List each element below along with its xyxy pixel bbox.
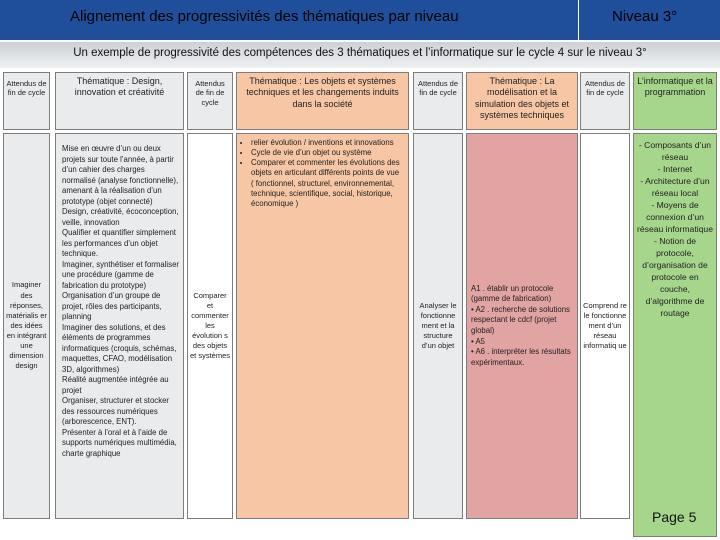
col1-line: Mise en œuvre d’un ou deux projets sur toute l’année, à partir d’un cahier des charges normalisé (analyse fonctionnelle), amenant à la réalisation d’un prototype (objet connecté) bbox=[62, 144, 179, 206]
col2-header: Thématique : Les objets et systèmes techniques et les changements induits dans la société bbox=[236, 72, 409, 130]
col1-line: Imaginer des solutions, et des éléments de programmes informatiques (croquis, schémas, maquettes, CFAO, modélisation 3D, algorithmes) bbox=[62, 322, 177, 374]
col1-content bbox=[55, 133, 184, 519]
col4-line: - Architecture d’un réseau local bbox=[640, 176, 710, 199]
page-title: Alignement des progressivités des thématiques par niveau bbox=[70, 8, 459, 25]
col3-content bbox=[466, 133, 578, 519]
col2-attendu bbox=[187, 133, 233, 519]
col3-header: Thématique : La modélisation et la simulation des objets et systèmes techniques bbox=[466, 72, 578, 130]
col4-line: - Internet bbox=[657, 164, 693, 175]
col4-line: - Notion de protocole, d’organisation de protocole en couche, d’algorithme de routage bbox=[642, 236, 708, 319]
col2-bullet-list bbox=[237, 138, 402, 209]
col2-bullet: • Comparer et commenter les évolutions des objets en articulant différents points de vue ( fonctionnel, structurel, environnemental, technique, scientifique, social, historique, économique ) bbox=[251, 158, 402, 209]
col4-line: - Moyens de connexion d’un réseau informatique bbox=[637, 200, 713, 235]
col1-line: Imaginer, synthétiser et formaliser une procédure (gamme de fabrication du prototype) bbox=[62, 259, 179, 290]
col3-text-block bbox=[467, 284, 577, 368]
page-number: Page 5 bbox=[652, 509, 697, 525]
col1-attendu bbox=[3, 133, 50, 519]
col1-line: Présenter à l’oral et à l’aide de supports numériques multimédia, charte graphique bbox=[62, 427, 177, 458]
col1-line: Organiser, structurer et stocker des ressources numériques (arborescence, ENT). bbox=[62, 396, 170, 427]
col3-line: • A5 bbox=[471, 336, 486, 346]
col1-line: Design, créativité, écoconception, veille, innovation bbox=[62, 207, 179, 227]
col4-attendu bbox=[580, 133, 630, 519]
col3-line: A1 . établir un protocole (gamme de fabrication) bbox=[471, 283, 554, 304]
col1-line: Organisation d’un groupe de projet, rôles des participants, planning bbox=[62, 291, 162, 322]
col3-line: • A6 . interpréter les résultats expérimentaux. bbox=[471, 347, 571, 367]
level-label: Niveau 3° bbox=[612, 8, 678, 25]
col1-line: Réalité augmentée intégrée au projet bbox=[62, 375, 169, 395]
col2-bullet: • relier évolution / inventions et innovations bbox=[251, 138, 402, 148]
col3-line: • A2 . recherche de solutions respectant le cdcf (projet global) bbox=[471, 304, 570, 335]
attendus-header-1: Attendus de fin de cycle bbox=[3, 72, 50, 130]
title-divider bbox=[578, 0, 579, 40]
col3-attendu-text: Analyser le fonctionne ment et la structure d’un objet bbox=[419, 300, 457, 351]
col4-header: L’informatique et la programmation bbox=[633, 72, 717, 130]
subtitle: Un exemple de progressivité des compétences des 3 thématiques et l’informatique sur le cycle 4 sur le niveau 3° bbox=[73, 47, 647, 59]
col2-content bbox=[236, 133, 409, 519]
col4-attendu-text: Comprend re le fonctionne ment d’un réseau informatiq ue bbox=[583, 300, 627, 351]
col1-header: Thématique : Design, innovation et créativité bbox=[55, 72, 184, 130]
col1-attendu-text: Imaginer des réponses, matérialis er des idées en intégrant une dimension design bbox=[6, 280, 47, 371]
col2-attendu-text: Comparer et commenter les évolution s des objets et systèmes bbox=[190, 290, 231, 361]
col3-attendu bbox=[413, 133, 463, 519]
col2-bullet: • Cycle de vie d’un objet ou système bbox=[251, 148, 402, 158]
col4-content bbox=[633, 133, 717, 537]
attendus-header-3: Attendus de fin de cycle bbox=[413, 72, 463, 130]
col1-line: Qualifier et quantifier simplement les performances d’un objet technique. bbox=[62, 228, 176, 259]
attendus-header-2: Attendus de fin de cycle bbox=[187, 72, 233, 130]
attendus-header-4: Attendus de fin de cycle bbox=[580, 72, 630, 130]
col4-line: - Composants d’un réseau bbox=[638, 140, 712, 163]
